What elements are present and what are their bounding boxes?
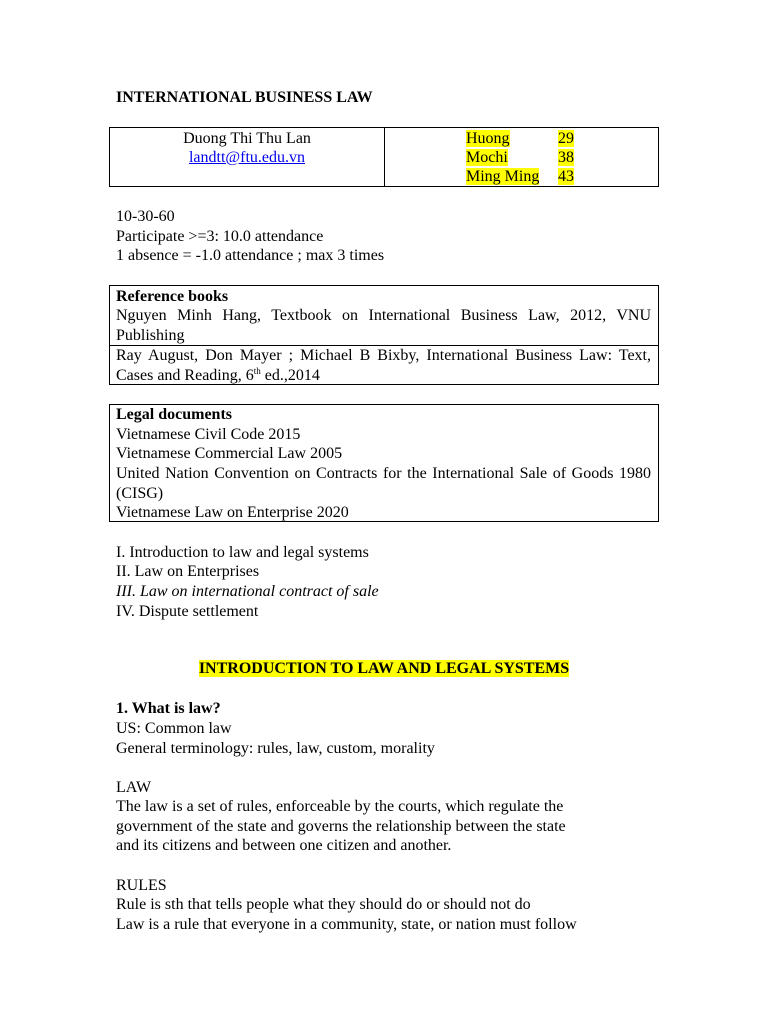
student-row	[466, 129, 510, 149]
body-text: and its citizens and between one citizen and another.	[116, 837, 452, 854]
outline-item: I. Introduction to law and legal systems	[116, 544, 369, 561]
body-text: government of the state and governs the relationship between the state	[116, 818, 566, 835]
section-title-wrap	[0, 659, 768, 679]
reference-books-heading: Reference books	[116, 288, 229, 305]
body-text: Rule is sth that tells people what they should do or should not do	[116, 896, 531, 913]
instructor-email-cell	[110, 148, 384, 168]
reference-books-box	[109, 285, 659, 385]
outline-item: IV. Dispute settlement	[116, 603, 259, 620]
body-text: Law is a rule that everyone in a community, state, or nation must follow	[116, 916, 577, 933]
table-divider	[384, 128, 385, 186]
student-name: Mochi	[466, 149, 508, 166]
grading-absence: 1 absence = -1.0 attendance ; max 3 times	[116, 247, 385, 264]
student-score: 29	[558, 130, 574, 147]
legal-documents-heading: Legal documents	[116, 406, 232, 423]
legal-document-item: Vietnamese Civil Code 2015	[116, 426, 301, 443]
legal-documents-box	[109, 404, 659, 522]
legal-document-item: United Nation Convention on Contracts for the International Sale of Goods 1980 (CISG)	[116, 465, 651, 502]
info-table	[109, 127, 659, 187]
legal-document-item: Vietnamese Commercial Law 2005	[116, 445, 343, 462]
instructor-name: Duong Thi Thu Lan	[183, 130, 311, 147]
instructor-email-link[interactable]: landtt@ftu.edu.vn	[188, 149, 306, 166]
grading-participate: Participate >=3: 10.0 attendance	[116, 228, 324, 245]
student-score: 43	[558, 168, 574, 185]
term-heading: LAW	[116, 779, 152, 796]
subsection-heading: 1. What is law?	[116, 700, 221, 717]
body-text: General terminology: rules, law, custom, morality	[116, 740, 435, 757]
reference-book-item: Ray August, Don Mayer ; Michael B Bixby, International Business Law: Text, Cases and Reading, 6th ed.,2014	[116, 347, 651, 384]
reference-book-item: Nguyen Minh Hang, Textbook on International Business Law, 2012, VNU Publishing	[116, 307, 651, 344]
student-name: Ming Ming	[466, 168, 540, 185]
section-title: INTRODUCTION TO LAW AND LEGAL SYSTEMS	[198, 660, 570, 677]
grading-weights: 10-30-60	[116, 208, 175, 225]
student-name: Huong	[466, 130, 510, 147]
body-text: The law is a set of rules, enforceable by the courts, which regulate the	[116, 798, 564, 815]
student-row	[466, 167, 539, 187]
student-score: 38	[558, 149, 574, 166]
outline-item: III. Law on international contract of sale	[116, 583, 379, 600]
document-title: INTERNATIONAL BUSINESS LAW	[116, 89, 373, 106]
legal-document-item: Vietnamese Law on Enterprise 2020	[116, 504, 349, 521]
outline-item: II. Law on Enterprises	[116, 563, 260, 580]
body-text: US: Common law	[116, 720, 232, 737]
student-row	[466, 148, 508, 168]
term-heading: RULES	[116, 877, 167, 894]
